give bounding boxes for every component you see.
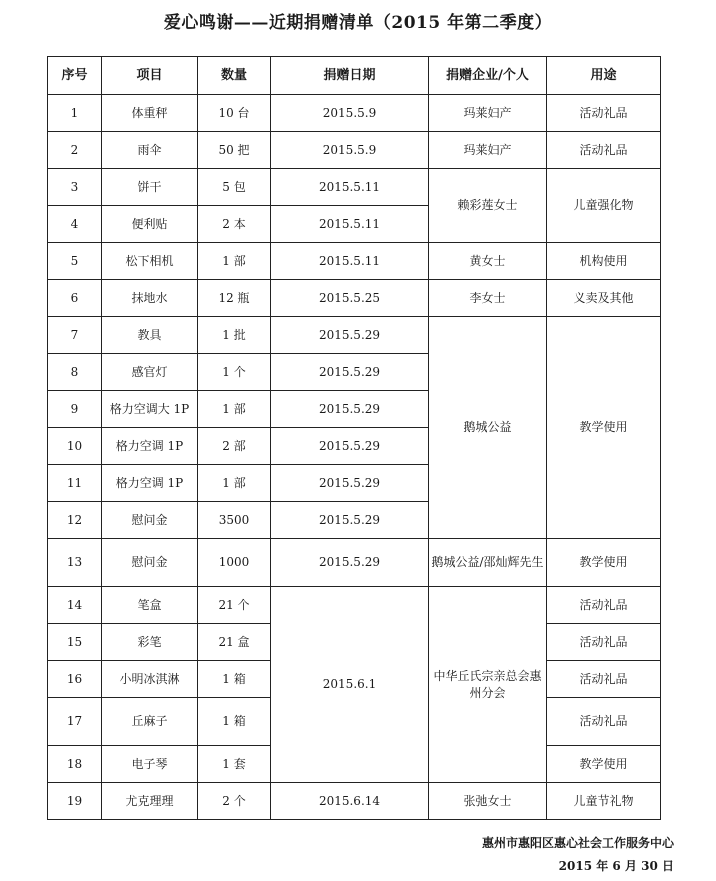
cell-use: 活动礼品	[547, 132, 661, 169]
cell-use: 儿童节礼物	[547, 783, 661, 820]
cell-donor: 张弛女士	[429, 783, 547, 820]
cell-date: 2015.5.9	[271, 95, 429, 132]
cell-item: 感官灯	[102, 354, 198, 391]
cell-no: 10	[48, 428, 102, 465]
cell-date: 2015.6.14	[271, 783, 429, 820]
cell-date: 2015.5.29	[271, 539, 429, 587]
cell-date: 2015.5.29	[271, 317, 429, 354]
header-no: 序号	[48, 57, 102, 95]
table-row	[48, 243, 661, 280]
cell-item: 便利贴	[102, 206, 198, 243]
cell-item: 小明冰淇淋	[102, 661, 198, 698]
cell-qty: 1 部	[198, 243, 271, 280]
cell-date: 2015.5.11	[271, 206, 429, 243]
table-row	[48, 95, 661, 132]
cell-no: 14	[48, 587, 102, 624]
header-item: 项目	[102, 57, 198, 95]
table-row	[48, 169, 661, 206]
cell-item: 饼干	[102, 169, 198, 206]
cell-no: 15	[48, 624, 102, 661]
cell-use: 活动礼品	[547, 587, 661, 624]
cell-item: 丘麻子	[102, 698, 198, 746]
cell-no: 2	[48, 132, 102, 169]
cell-donor: 赖彩莲女士	[429, 169, 547, 243]
cell-qty: 1 箱	[198, 661, 271, 698]
cell-no: 11	[48, 465, 102, 502]
header-date: 捐赠日期	[271, 57, 429, 95]
cell-use: 教学使用	[547, 539, 661, 587]
cell-date: 2015.5.11	[271, 169, 429, 206]
cell-no: 8	[48, 354, 102, 391]
table-row	[48, 317, 661, 354]
cell-date: 2015.5.29	[271, 391, 429, 428]
cell-qty: 50 把	[198, 132, 271, 169]
cell-qty: 21 个	[198, 587, 271, 624]
table-row	[48, 587, 661, 624]
cell-use: 义卖及其他	[547, 280, 661, 317]
cell-date: 2015.5.29	[271, 465, 429, 502]
cell-use: 活动礼品	[547, 95, 661, 132]
cell-date: 2015.5.11	[271, 243, 429, 280]
cell-no: 5	[48, 243, 102, 280]
table-row	[48, 280, 661, 317]
cell-use: 教学使用	[547, 746, 661, 783]
cell-qty: 21 盒	[198, 624, 271, 661]
cell-date: 2015.5.9	[271, 132, 429, 169]
cell-use: 活动礼品	[547, 624, 661, 661]
cell-date: 2015.5.29	[271, 428, 429, 465]
cell-no: 12	[48, 502, 102, 539]
cell-item: 抹地水	[102, 280, 198, 317]
cell-use: 活动礼品	[547, 698, 661, 746]
cell-no: 17	[48, 698, 102, 746]
cell-item: 教具	[102, 317, 198, 354]
cell-item: 松下相机	[102, 243, 198, 280]
cell-no: 1	[48, 95, 102, 132]
cell-item: 尤克理理	[102, 783, 198, 820]
cell-item: 慰问金	[102, 502, 198, 539]
cell-donor: 鹅城公益	[429, 317, 547, 539]
cell-no: 3	[48, 169, 102, 206]
cell-item: 格力空调大 1P	[102, 391, 198, 428]
table-header-row	[48, 57, 661, 95]
cell-item: 慰问金	[102, 539, 198, 587]
cell-donor: 李女士	[429, 280, 547, 317]
cell-qty: 1 部	[198, 391, 271, 428]
cell-qty: 2 本	[198, 206, 271, 243]
cell-no: 7	[48, 317, 102, 354]
cell-item: 彩笔	[102, 624, 198, 661]
cell-use: 机构使用	[547, 243, 661, 280]
cell-no: 16	[48, 661, 102, 698]
cell-qty: 12 瓶	[198, 280, 271, 317]
cell-qty: 1000	[198, 539, 271, 587]
cell-no: 6	[48, 280, 102, 317]
cell-qty: 5 包	[198, 169, 271, 206]
header-donor: 捐赠企业/个人	[429, 57, 547, 95]
cell-no: 18	[48, 746, 102, 783]
cell-donor: 中华丘氏宗亲总会惠州分会	[429, 587, 547, 783]
cell-item: 格力空调 1P	[102, 428, 198, 465]
cell-qty: 1 部	[198, 465, 271, 502]
cell-item: 电子琴	[102, 746, 198, 783]
cell-use: 儿童强化物	[547, 169, 661, 243]
organization-name: 惠州市惠阳区惠心社会工作服务中心	[481, 836, 674, 850]
cell-qty: 1 箱	[198, 698, 271, 746]
header-qty: 数量	[198, 57, 271, 95]
cell-qty: 1 个	[198, 354, 271, 391]
cell-qty: 2 部	[198, 428, 271, 465]
cell-date: 2015.5.25	[271, 280, 429, 317]
cell-donor: 鹅城公益/邵灿辉先生	[429, 539, 547, 587]
cell-qty: 10 台	[198, 95, 271, 132]
cell-qty: 2 个	[198, 783, 271, 820]
issue-date: 2015 年 6 月 30 日	[558, 859, 674, 873]
cell-no: 19	[48, 783, 102, 820]
table-row	[48, 783, 661, 820]
cell-date: 2015.5.29	[271, 502, 429, 539]
cell-date: 2015.5.29	[271, 354, 429, 391]
cell-use: 活动礼品	[547, 661, 661, 698]
cell-item: 体重秤	[102, 95, 198, 132]
cell-item: 格力空调 1P	[102, 465, 198, 502]
cell-qty: 3500	[198, 502, 271, 539]
cell-item: 雨伞	[102, 132, 198, 169]
cell-donor: 黄女士	[429, 243, 547, 280]
cell-donor: 玛莱妇产	[429, 132, 547, 169]
cell-no: 4	[48, 206, 102, 243]
document-title: 爱心鸣谢——近期捐赠清单（2015 年第二季度）	[163, 13, 553, 33]
cell-no: 13	[48, 539, 102, 587]
cell-date: 2015.6.1	[271, 587, 429, 783]
table-row	[48, 132, 661, 169]
cell-donor: 玛莱妇产	[429, 95, 547, 132]
cell-item: 笔盒	[102, 587, 198, 624]
cell-qty: 1 套	[198, 746, 271, 783]
cell-use: 教学使用	[547, 317, 661, 539]
table-row	[48, 539, 661, 587]
cell-no: 9	[48, 391, 102, 428]
donation-table	[47, 56, 661, 820]
header-use: 用途	[547, 57, 661, 95]
cell-qty: 1 批	[198, 317, 271, 354]
